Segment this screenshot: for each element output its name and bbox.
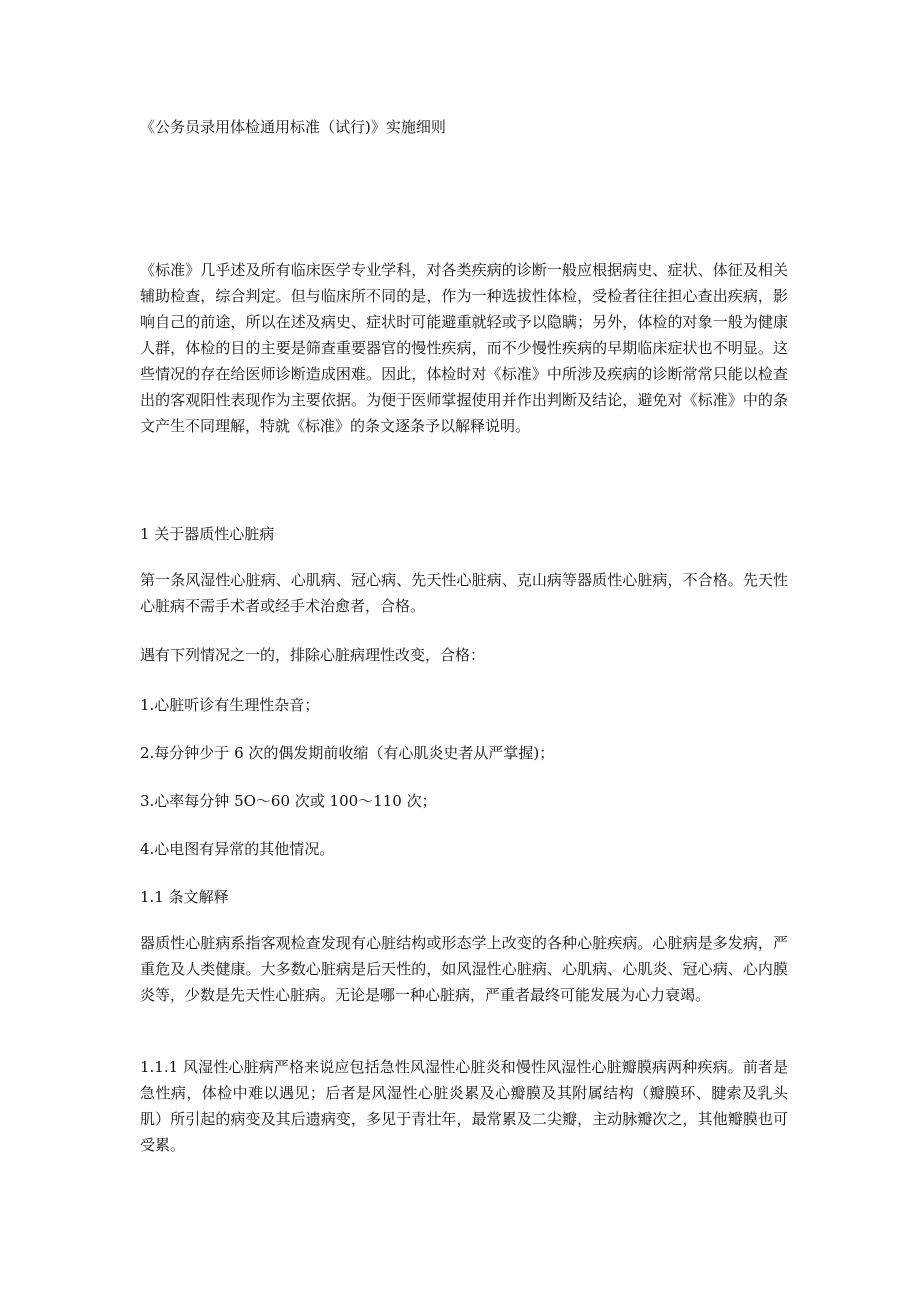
document-title: 《公务员录用体检通用标准（试行)》实施细则 bbox=[140, 118, 446, 136]
section-heading: 1 关于器质性心脏病 bbox=[140, 525, 275, 543]
article-paragraph: 第一条风湿性心脏病、心肌病、冠心病、先天性心脏病、克山病等器质性心脏病，不合格。先天性心脏病不需手术者或经手术治愈者，合格。 bbox=[140, 571, 788, 615]
explanation-paragraph: 器质性心脏病系指客观检查发现有心脏结构或形态学上改变的各种心脏疾病。心脏病是多发病，严重危及人类健康。大多数心脏病是后天性的，如风湿性心脏病、心肌病、心肌炎、冠心病、心内膜炎等，少数是先天性心脏病。无论是哪一种心脏病，严重者最终可能发展为心力衰竭。 bbox=[140, 934, 788, 1004]
subsection-heading: 1.1 条文解释 bbox=[140, 888, 229, 906]
condition-item: 3.心率每分钟 5O～60 次或 100～110 次； bbox=[140, 792, 437, 810]
intro-paragraph: 《标准》几乎述及所有临床医学专业学科，对各类疾病的诊断一般应根据病史、症状、体征及相关辅助检查，综合判定。但与临床所不同的是，作为一种选拔性体检，受检者往往担心查出疾病，影响自己的前途，所以在述及病史、症状时可能避重就轻或予以隐瞒；另外，体检的对象一般为健康人群，体检的目的主要是筛查重要器官的慢性疾病，而不少慢性疾病的早期临床症状也不明显。这些情况的存在给医师诊断造成困难。因此，体检时对《标准》中所涉及疾病的诊断常常只能以检查出的客观阳性表现作为主要依据。为便于医师掌握使用并作出判断及结论，避免对《标准》中的条文产生不同理解，特就《标准》的条文逐条予以解释说明。 bbox=[140, 261, 788, 435]
condition-item: 2.每分钟少于 6 次的偶发期前收缩（有心肌炎史者从严掌握)； bbox=[140, 744, 555, 762]
condition-item: 4.心电图有异常的其他情况。 bbox=[140, 840, 335, 858]
conditions-intro: 遇有下列情况之一的，排除心脏病理性改变，合格： bbox=[140, 646, 486, 664]
condition-item: 1.心脏听诊有生理性杂音； bbox=[140, 696, 320, 714]
rheumatic-paragraph: 1.1.1 风湿性心脏病严格来说应包括急性风湿性心脏炎和慢性风湿性心脏瓣膜病两种疾病。前者是急性病，体检中难以遇见；后者是风湿性心脏炎累及心瓣膜及其附属结构（瓣膜环、腱索及乳头肌）所引起的病变及其后遗病变，多见于青壮年，最常累及二尖瓣，主动脉瓣次之，其他瓣膜也可受累。 bbox=[140, 1058, 788, 1154]
